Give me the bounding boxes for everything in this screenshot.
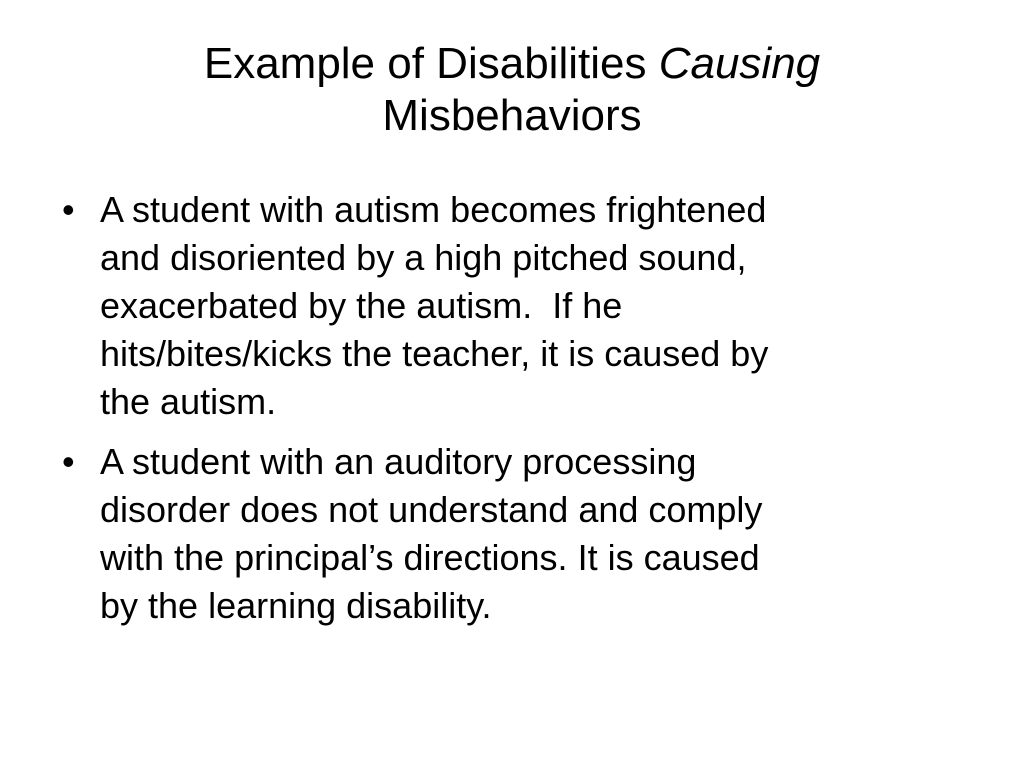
bullet-dot-icon: • (62, 189, 75, 230)
title-emphasis: Causing (658, 39, 821, 88)
bullet-line: and disoriented by a high pitched sound, (100, 237, 747, 278)
bullet-line: by the learning disability. (100, 585, 492, 626)
bullet-line: A student with autism becomes frightened (100, 189, 767, 230)
bullet-item (62, 438, 962, 630)
title-text: Example of Disabilities (203, 39, 659, 88)
slide-title (60, 38, 964, 142)
bullet-line: exacerbated by the autism. If he (100, 285, 623, 326)
bullet-line: hits/bites/kicks the teacher, it is caused by (100, 333, 769, 374)
bullet-list (62, 186, 962, 642)
bullet-item (62, 186, 962, 426)
bullet-dot-icon: • (62, 441, 75, 482)
title-line-2: Misbehaviors (382, 91, 642, 140)
bullet-line: disorder does not understand and comply (100, 489, 763, 530)
bullet-line: the autism. (100, 381, 277, 422)
title-line-1 (60, 38, 964, 90)
bullet-line: A student with an auditory processing (100, 441, 697, 482)
bullet-line: with the principal’s directions. It is caused (100, 537, 760, 578)
